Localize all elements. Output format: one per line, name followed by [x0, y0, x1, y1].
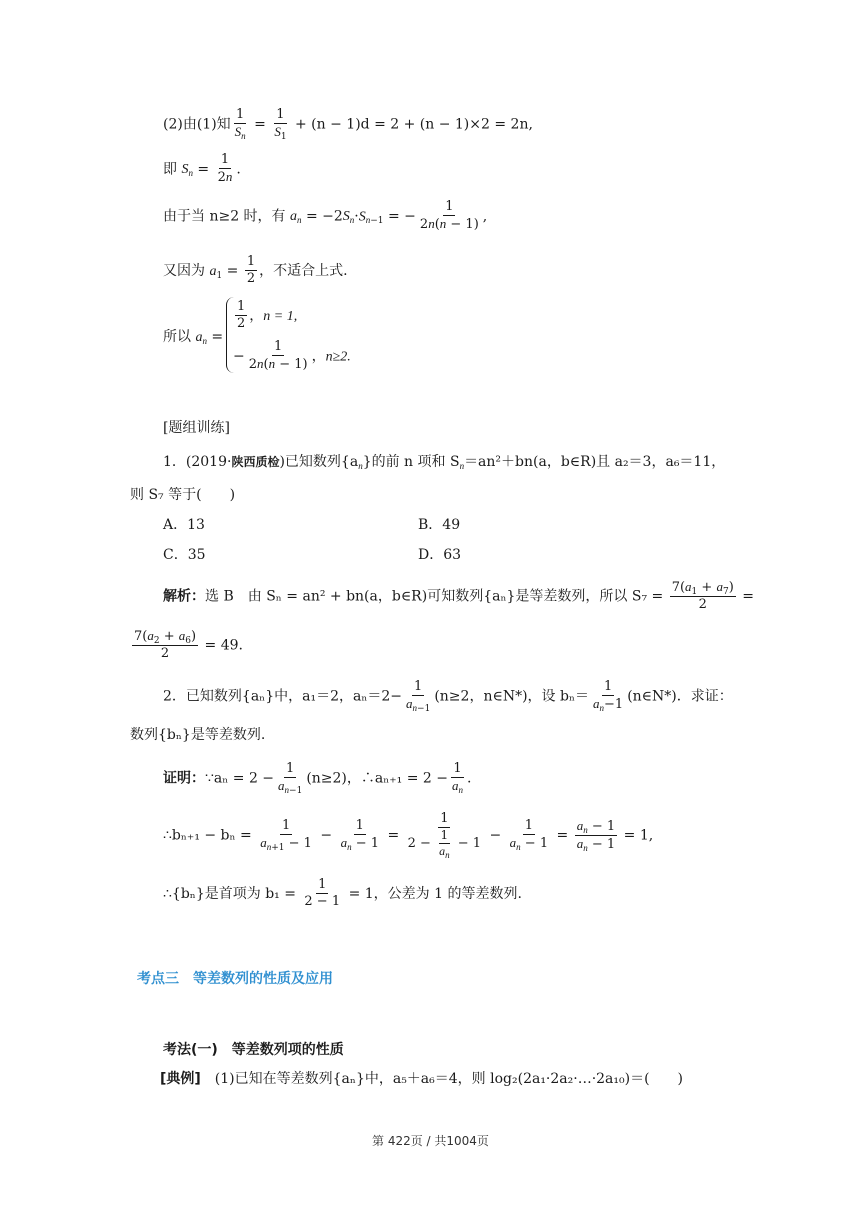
q2-line2: 数列{bₙ}是等差数列.: [130, 727, 266, 743]
fraction-proof-4: $\frac{1}{a_n - 1}$: [340, 818, 380, 853]
fraction-proof-2: $\frac{1}{a_n}$: [452, 761, 464, 796]
part2-line3-prefix: 由于当: [163, 208, 205, 225]
proof-line3-b: = 1，公差为 1 的等差数列.: [348, 885, 522, 902]
proof-line1: 证明：∵aₙ = 2 − $\frac{1}{a_{n-1}}$ (n≥2)，∴aₙ₊₁ = 2 − $\frac{1}{a_n}$ .: [163, 761, 472, 797]
q1-text-c: }的前 n 项和 S: [362, 454, 460, 470]
case2-cond: n≥2.: [325, 349, 351, 365]
q1-source: 陕西质检: [231, 455, 280, 469]
analysis-label: 解析：: [163, 588, 205, 605]
q1-option-b[interactable]: B．49: [418, 517, 461, 533]
analysis-end: = 49.: [204, 637, 243, 654]
fraction-1-over-sn: $\frac{1}{S_n}$: [234, 107, 246, 142]
proof-label: 证明：: [163, 770, 205, 787]
fraction-proof-1: $\frac{1}{a_{n-1}}$: [278, 761, 303, 797]
fraction-proof-7: $\frac{a_n - 1}{a_n - 1}$: [576, 817, 616, 853]
q2-text-mid: (n≥2，n∈N*)，设 bₙ＝: [434, 688, 590, 705]
q1-text-b: )已知数列{a: [279, 454, 359, 470]
fraction-1-over-2n: $\frac{1}{2n}$: [217, 152, 233, 186]
piecewise-case-2: − $\frac{1}{2n(n - 1)}$ ，n≥2.: [233, 339, 351, 373]
fraction-an-formula: $\frac{1}{2n(n - 1)}$: [419, 199, 479, 233]
case1-cond: n = 1,: [263, 308, 298, 324]
proof-line2: ∴bₙ₊₁ − bₙ = $\frac{1}{a_{n+1} - 1}$ − $\frac{1}{a_n - 1}$ = 1 2 − $\frac{1}{a_n}$ − 1 − $\frac{1}{a_n - 1}$ = $\frac{a_n - 1}{a_n - 1}$ = 1,: [163, 811, 654, 861]
fraction-a2-a6: $\frac{7(a_2 + a_6)}{2}$: [134, 628, 197, 662]
page-footer: 第 422页 / 共1004页: [372, 1134, 489, 1148]
part2-line1: (2)由(1)知 $\frac{1}{S_n}$ = $\frac{1}{S_1}$ + (n − 1)d = 2 + (n − 1)×2 = 2n,: [163, 107, 533, 143]
analysis-text: 选 B 由 Sₙ = an² + bn(a，b∈R)可知数列{aₙ}是等差数列，所以 S₇ =: [205, 588, 664, 605]
proof-line2-a: ∴bₙ₊₁ − bₙ =: [163, 827, 252, 844]
fraction-case1: $\frac{1}{2}$: [237, 299, 246, 332]
part2-line5-prefix: 所以: [163, 329, 191, 345]
proof-line3-a: ∴{bₙ}是首项为 b₁ =: [163, 885, 296, 902]
section3-title: 考点三 等差数列的性质及应用: [137, 971, 333, 987]
part2-intro: (2)由(1)知: [163, 116, 231, 133]
fraction-b1: $\frac{1}{2 - 1}$: [304, 877, 341, 910]
q1-option-a[interactable]: A．13: [163, 517, 205, 533]
part2-line2: 即 $S_n$ = $\frac{1}{2n}$ .: [163, 152, 241, 186]
fraction-1-over-s1: $\frac{1}{S_1}$: [274, 107, 287, 143]
piecewise-case-1: $\frac{1}{2}$ ，n = 1,: [237, 299, 298, 332]
q2-text-end: (n∈N*)．求证：: [627, 688, 733, 705]
part2-line3-cond: n≥2 时，有: [209, 208, 286, 225]
part2-line4: 又因为 $a_1$ = $\frac{1}{2}$ ，不适合上式.: [163, 254, 348, 287]
proof-line2-end: = 1,: [623, 827, 654, 844]
q1-option-c[interactable]: C．35: [163, 547, 206, 563]
example-text: (1)已知在等差数列{aₙ}中，a₅＋a₆＝4，则 log₂(2a₁·2a₂·…·2a₁₀)＝( ): [214, 1071, 684, 1087]
fraction-proof-3: $\frac{1}{a_{n+1} - 1}$: [260, 818, 312, 854]
part2-line4-prefix: 又因为: [163, 262, 205, 279]
proof-line1-a: ∵aₙ = 2 −: [205, 770, 275, 787]
fraction-s7: $\frac{7(a_1 + a_7)}{2}$: [671, 579, 734, 613]
example-line: [160, 1072, 683, 1086]
part2-line3: 由于当 n≥2 时，有 $a_n = -2S_n\cdot S_{n-1}$ = − $\frac{1}{2n(n - 1)}$ ,: [163, 199, 488, 233]
q2-line1: [163, 680, 733, 713]
fraction-bn-def: $\frac{1}{a_n-1}$: [593, 679, 624, 714]
fraction-1-over-2: $\frac{1}{2}$: [246, 254, 256, 287]
part2-line5: 所以 $a_n$ =: [163, 329, 224, 346]
part2-eq-rest: + (n − 1)d = 2 + (n − 1)×2 = 2n,: [295, 116, 533, 133]
fraction-1-over-an-1: $\frac{1}{a_{n-1}}$: [406, 679, 431, 715]
fraction-proof-5: 1 2 − $\frac{1}{a_n}$ − 1: [407, 811, 482, 861]
part2-line2-prefix: 即: [163, 161, 177, 178]
part2-line4-suffix: ，不适合上式.: [259, 262, 348, 279]
q1-text-d: ＝an²＋bn(a，b∈R)且 a₂＝3，a₆＝11，: [464, 454, 726, 470]
q2-text: 2．已知数列{aₙ}中，a₁＝2，aₙ＝2−: [163, 688, 403, 705]
method1-title: 考法(一) 等差数列项的性质: [163, 1042, 344, 1058]
q1-analysis-line2: [130, 629, 243, 662]
q1-line1: 1．(2019·陕西质检)已知数列$\{a_n\}$的前 n 项和 $S_n=an^2+bn(a$，b∈R)且 a₂＝3，a₆＝11，: [163, 454, 726, 471]
q1-text-a: 1．(2019·: [163, 454, 232, 470]
proof-line3: [163, 878, 522, 910]
fraction-proof-6: $\frac{1}{a_n - 1}$: [509, 818, 549, 853]
q1-line2: 则 S₇ 等于( ): [130, 487, 236, 503]
practice-label: [题组训练]: [163, 420, 230, 436]
proof-line1-b: (n≥2)，∴aₙ₊₁ = 2 −: [306, 770, 449, 787]
example-label: [典例]: [160, 1071, 201, 1087]
q1-option-d[interactable]: D．63: [418, 547, 462, 563]
q1-analysis-line1: 解析：选 B 由 Sₙ = an² + bn(a，b∈R)可知数列{aₙ}是等差数列，所以 S₇ = $\frac{7(a_1 + a_7)}{2}$ =: [163, 579, 754, 613]
fraction-case2: $\frac{1}{2n(n - 1)}$: [248, 339, 308, 373]
